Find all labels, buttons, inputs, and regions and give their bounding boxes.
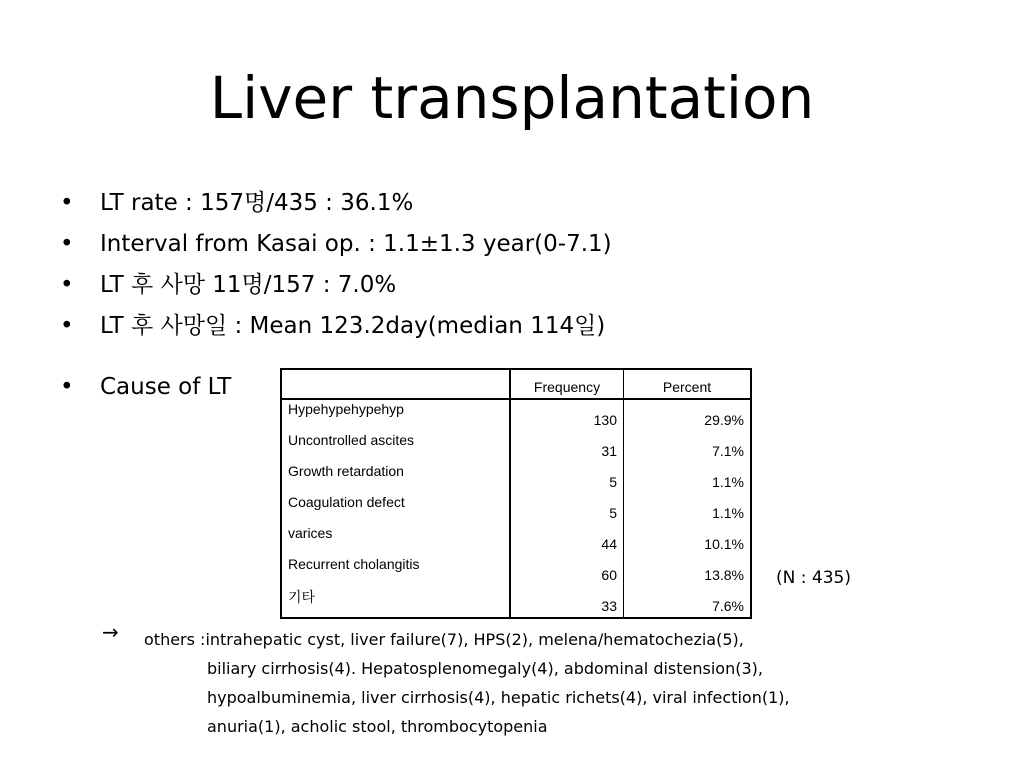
others-line: others :intrahepatic cyst, liver failure(7), HPS(2), melena/hematochezia(5), — [144, 630, 744, 649]
others-note — [144, 625, 790, 741]
row-label: varices — [281, 524, 510, 555]
others-line: hypoalbuminemia, liver cirrhosis(4), hepatic richets(4), viral infection(1), — [207, 688, 790, 707]
slide-title: Liver transplantation — [209, 64, 815, 132]
row-percent: 1.1% — [624, 493, 752, 524]
bullet-item — [60, 309, 960, 350]
arrow-right-icon: → — [102, 620, 119, 644]
bullet-marker: • — [60, 374, 74, 400]
row-frequency: 33 — [510, 586, 624, 618]
table-row — [281, 524, 751, 555]
row-frequency: 60 — [510, 555, 624, 586]
table-row — [281, 399, 751, 431]
row-frequency: 31 — [510, 431, 624, 462]
bullet-text: LT rate : 157명/435 : 36.1% — [100, 190, 414, 216]
row-label: 기타 — [281, 586, 510, 618]
row-label: Coagulation defect — [281, 493, 510, 524]
bullet-marker: • — [60, 231, 74, 257]
header-frequency: Frequency — [510, 369, 624, 399]
bullet-text: LT 후 사망일 : Mean 123.2day(median 114일) — [100, 313, 606, 339]
bullet-text: Interval from Kasai op. : 1.1±1.3 year(0-7.1) — [100, 231, 612, 257]
table-row — [281, 493, 751, 524]
row-percent: 7.1% — [624, 431, 752, 462]
row-label: Growth retardation — [281, 462, 510, 493]
row-frequency: 130 — [510, 399, 624, 431]
cause-label: Cause of LT — [100, 374, 232, 400]
row-percent: 29.9% — [624, 399, 752, 431]
cause-table — [280, 368, 752, 619]
row-frequency: 5 — [510, 462, 624, 493]
bullet-marker: • — [60, 272, 74, 298]
cause-bullet — [60, 370, 280, 404]
row-percent: 1.1% — [624, 462, 752, 493]
row-label: Recurrent cholangitis — [281, 555, 510, 586]
row-frequency: 5 — [510, 493, 624, 524]
table-header-row — [281, 369, 751, 399]
others-line: anuria(1), acholic stool, thrombocytopenia — [207, 717, 548, 736]
row-percent: 7.6% — [624, 586, 752, 618]
row-label: Uncontrolled ascites — [281, 431, 510, 462]
header-label-cell — [281, 369, 510, 399]
row-percent: 10.1% — [624, 524, 752, 555]
bullet-item — [60, 227, 960, 268]
bullet-item — [60, 268, 960, 309]
header-percent: Percent — [624, 369, 752, 399]
bullet-marker: • — [60, 190, 74, 216]
table-row — [281, 431, 751, 462]
bullet-list — [60, 186, 960, 350]
sample-size-note: (N : 435) — [776, 568, 851, 588]
row-frequency: 44 — [510, 524, 624, 555]
bullet-marker: • — [60, 313, 74, 339]
others-line: biliary cirrhosis(4). Hepatosplenomegaly(4), abdominal distension(3), — [207, 659, 763, 678]
table-row — [281, 555, 751, 586]
row-label: Hypehypehypehyp — [281, 399, 510, 431]
row-percent: 13.8% — [624, 555, 752, 586]
bullet-text: LT 후 사망 11명/157 : 7.0% — [100, 272, 397, 298]
table-row — [281, 462, 751, 493]
bullet-item — [60, 186, 960, 227]
table-row — [281, 586, 751, 618]
